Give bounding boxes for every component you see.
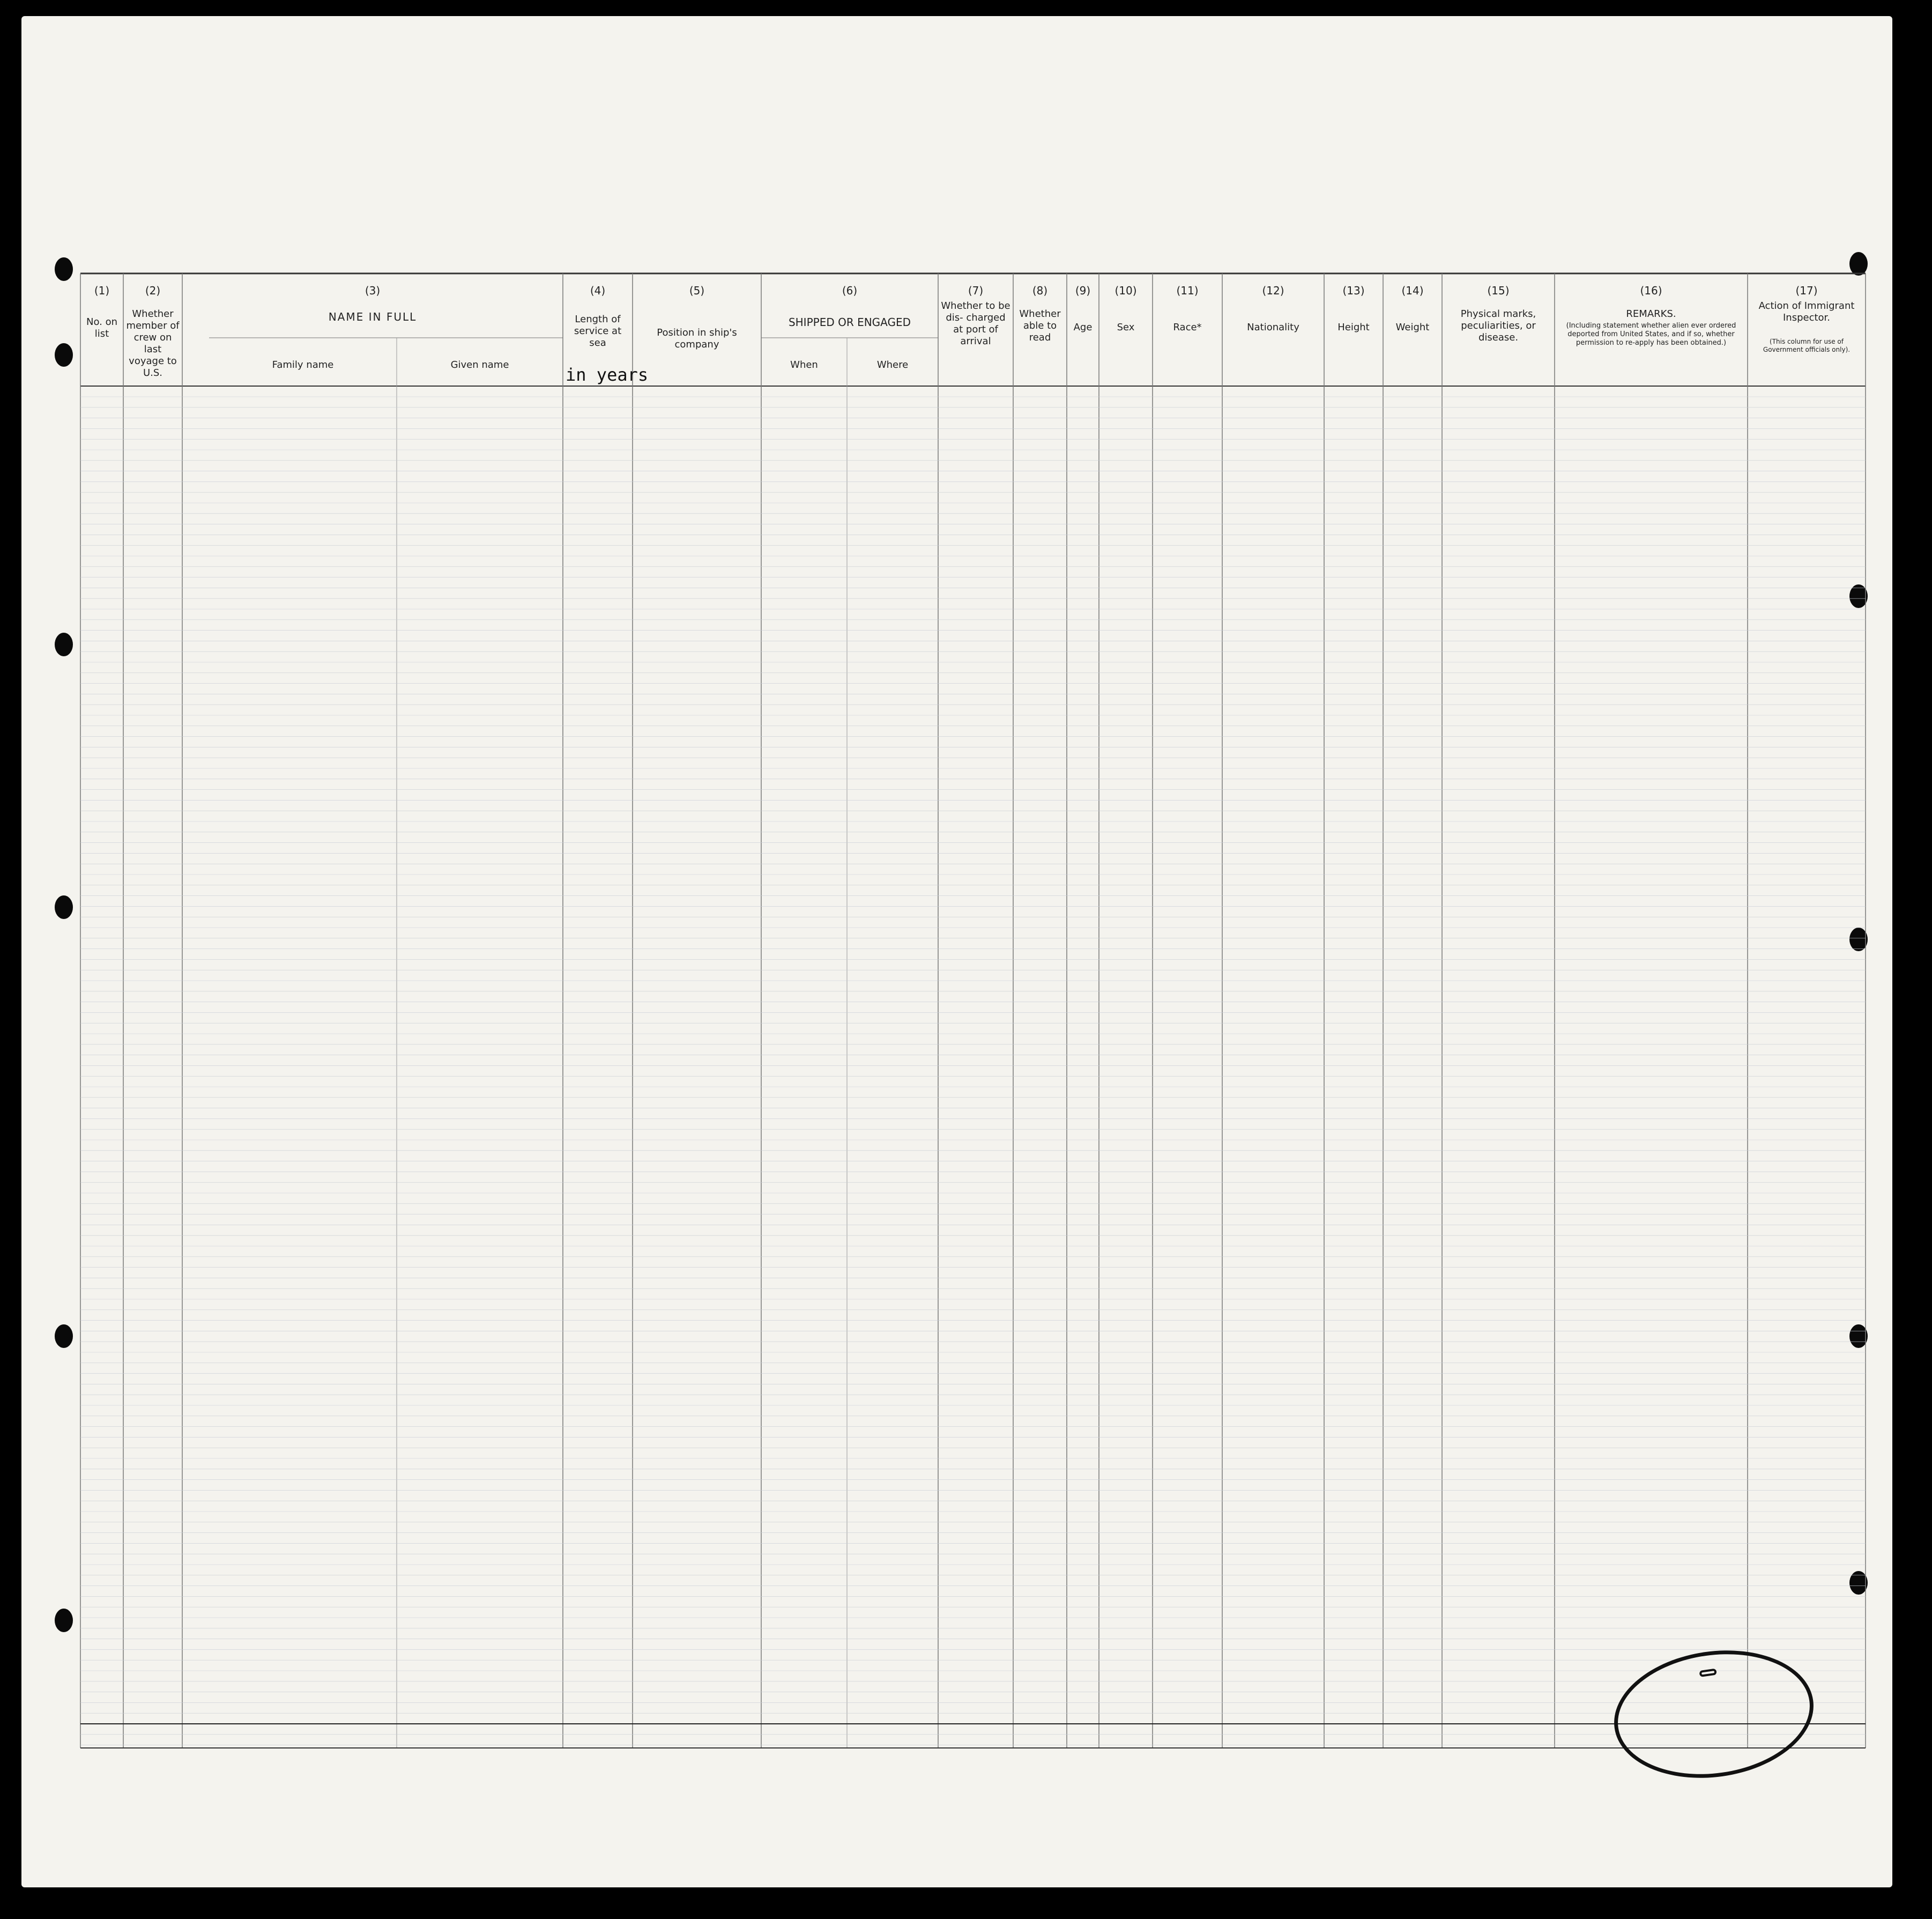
column-header-action-detail: (This column for use of Government officials only).	[1763, 338, 1851, 353]
column-header-name: NAME IN FULL	[328, 310, 417, 323]
column-number: (1)	[94, 284, 110, 297]
table-row	[21, 901, 1892, 944]
table-row	[21, 1071, 1892, 1114]
table-row	[21, 1624, 1892, 1666]
column-number: (17)	[1795, 284, 1818, 297]
column-number: (13)	[1342, 284, 1365, 297]
column-header: Physical marks, peculiarities, or disease.	[1460, 308, 1536, 343]
column-number: (15)	[1487, 284, 1510, 297]
table-row	[21, 434, 1892, 477]
column-number: (16)	[1640, 284, 1662, 297]
table-row	[21, 1326, 1892, 1368]
table-row	[21, 1241, 1892, 1284]
column-header-remarks-detail: (Including statement whether alien ever ordered deported from United States, and if so, whether permission to re-apply has been obtained.)	[1566, 322, 1736, 347]
column-number: (11)	[1176, 284, 1199, 297]
table-row	[21, 1496, 1892, 1538]
column-header-given: Given name	[450, 359, 509, 371]
table-row	[21, 1029, 1892, 1071]
manifest-sheet	[21, 16, 1892, 1887]
table-row	[21, 562, 1892, 604]
column-header-family: Family name	[272, 359, 334, 371]
column-header: Sex	[1117, 322, 1135, 333]
table-row	[21, 859, 1892, 901]
table-row	[21, 604, 1892, 647]
table-row	[21, 1411, 1892, 1454]
column-header: Whether able to read	[1019, 308, 1061, 343]
column-header: Height	[1337, 322, 1370, 333]
column-header: Action of Immigrant Inspector.	[1758, 300, 1855, 323]
table-row	[21, 987, 1892, 1029]
column-header-remarks: REMARKS.	[1626, 308, 1676, 320]
column-number: (3)	[365, 284, 381, 297]
table-row	[21, 689, 1892, 731]
table-row	[21, 1581, 1892, 1623]
column-number: (8)	[1032, 284, 1048, 297]
column-header: Race*	[1173, 322, 1202, 333]
column-number: (4)	[590, 284, 606, 297]
column-header: No. on list	[86, 316, 118, 339]
table-row	[21, 1284, 1892, 1326]
table-row	[21, 1454, 1892, 1496]
column-header-shipped: SHIPPED OR ENGAGED	[788, 316, 911, 329]
column-number: (10)	[1114, 284, 1137, 297]
table-row	[21, 1199, 1892, 1241]
table-row	[21, 944, 1892, 986]
column-number: (2)	[145, 284, 161, 297]
column-number: (12)	[1262, 284, 1284, 297]
table-row	[21, 647, 1892, 689]
column-header: Length of service at sea	[574, 314, 622, 349]
table-row	[21, 1368, 1892, 1411]
table-row	[21, 731, 1892, 774]
column-header-when: When	[790, 359, 818, 371]
column-number: (9)	[1075, 284, 1091, 297]
table-row	[21, 1538, 1892, 1581]
column-header: Whether member of crew on last voyage to U.S.	[126, 308, 180, 379]
column-header-where: Where	[876, 359, 909, 371]
column-header: Age	[1073, 322, 1093, 333]
column-header-years: in years	[566, 365, 649, 385]
column-number: (6)	[842, 284, 858, 297]
table-row	[21, 1156, 1892, 1198]
table-row	[21, 1666, 1892, 1708]
table-row	[21, 519, 1892, 561]
stamp-date	[1699, 1669, 1716, 1677]
column-number: (7)	[968, 284, 984, 297]
column-header: Whether to be dis- charged at port of arrival	[941, 300, 1010, 347]
column-header: Nationality	[1247, 322, 1299, 333]
column-number: (5)	[689, 284, 705, 297]
table-row	[21, 817, 1892, 859]
column-header: Position in ship's company	[657, 327, 737, 350]
column-header: Weight	[1395, 322, 1430, 333]
table-row	[21, 477, 1892, 519]
table-row	[21, 1114, 1892, 1156]
table-row	[21, 774, 1892, 817]
column-number: (14)	[1401, 284, 1424, 297]
